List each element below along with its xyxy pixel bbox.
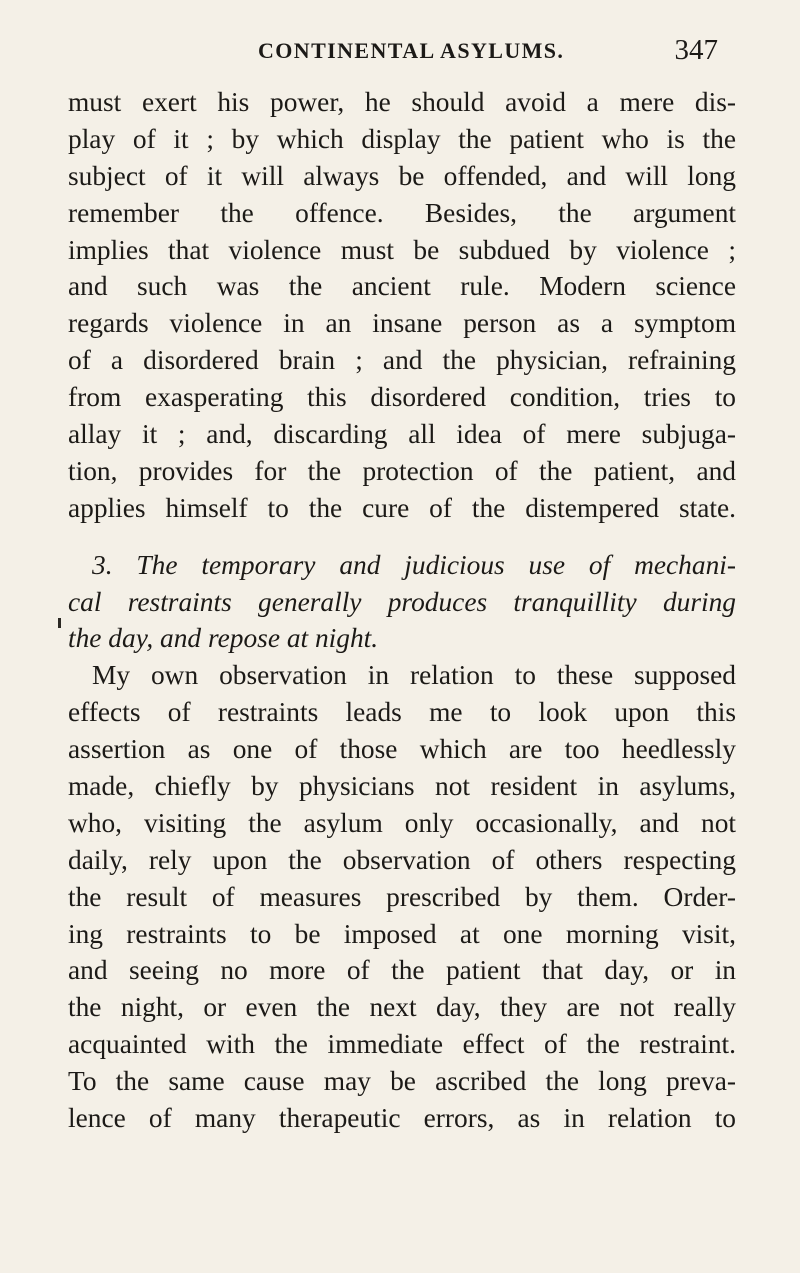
page-header (258, 34, 718, 68)
page-body (68, 84, 736, 1137)
text-line: and such was the ancient rule. Modern science (68, 271, 736, 302)
text-line: the night, or even the next day, they are not really (68, 992, 736, 1023)
text-line: implies that violence must be subdued by violence ; (68, 234, 736, 265)
paragraph-gap (68, 527, 736, 547)
text-line: allay it ; and, discarding all idea of mere subjuga- (68, 419, 736, 450)
text-line: regards violence in an insane person as a symptom (68, 308, 736, 339)
text-line: made, chiefly by physicians not resident in asylums, (68, 771, 736, 802)
text-line: To the same cause may be ascribed the long preva- (68, 1066, 736, 1097)
text-line: subject of it will always be offended, and will long (68, 160, 736, 191)
section-heading (68, 547, 736, 658)
text-line: lence of many therapeutic errors, as in relation to (68, 1103, 736, 1134)
paragraph-1 (68, 84, 736, 527)
heading-line: cal restraints generally produces tranquillity during (68, 586, 736, 617)
text-line: effects of restraints leads me to look upon this (68, 697, 736, 728)
text-line: My own observation in relation to these supposed (92, 660, 736, 691)
text-line: tion, provides for the protection of the patient, and (68, 455, 736, 486)
text-line: applies himself to the cure of the distempered state. (68, 492, 736, 523)
running-title: CONTINENTAL ASYLUMS. (258, 38, 565, 63)
heading-line: 3. The temporary and judicious use of mechani- (92, 549, 736, 580)
text-line: must exert his power, he should avoid a mere dis- (68, 87, 736, 117)
text-line: the result of measures prescribed by them. Order- (68, 881, 736, 912)
margin-mark (58, 618, 61, 628)
text-line: of a disordered brain ; and the physician, refraining (68, 345, 736, 376)
text-line: daily, rely upon the observation of others respecting (68, 844, 736, 875)
heading-line: the day, and repose at night. (68, 623, 379, 654)
paragraph-2 (68, 657, 736, 1137)
text-line: who, visiting the asylum only occasionally, and not (68, 807, 736, 838)
page-number: 347 (674, 34, 718, 66)
text-line: from exasperating this disordered condition, tries to (68, 382, 736, 413)
text-line: acquainted with the immediate effect of the restraint. (68, 1029, 736, 1060)
text-line: ing restraints to be imposed at one morning visit, (68, 918, 736, 949)
text-line: remember the offence. Besides, the argument (68, 197, 736, 228)
text-line: and seeing no more of the patient that day, or in (68, 955, 736, 986)
text-line: play of it ; by which display the patient who is the (68, 123, 736, 154)
text-line: assertion as one of those which are too heedlessly (68, 734, 736, 765)
